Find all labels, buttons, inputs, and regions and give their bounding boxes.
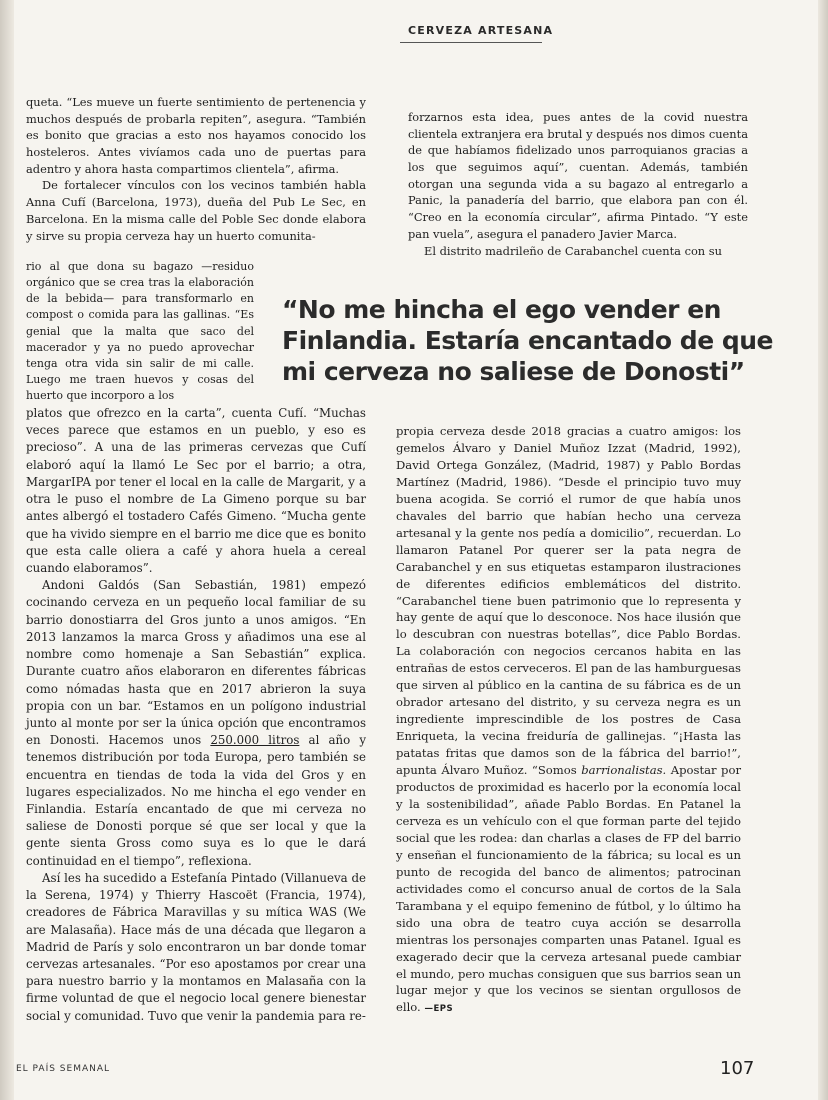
left-column-bottom (26, 405, 366, 1025)
pull-quote (282, 294, 774, 387)
page-edge-left (0, 0, 14, 1100)
page-number: 107 (720, 1058, 755, 1079)
pull-quote-line: “No me hincha el ego vender en (282, 295, 721, 324)
paragraph-text: Andoni Galdós (San Sebastián, 1981) empezó cocinando cerveza en un pequeño local familiar de su barrio donostiarra del Gros junto a unos amigos. “En 2013 lanzamos la marca Gross y añadimos una ese al nombre como homenaje a San Sebastián” explica. Durante cuatro años elaboraron en diferentes fábricas como nómadas hasta que en 2017 abrieron la suya propia con un bar. “Estamos en un polígono industrial junto al monte por ser la única opción que encontramos en Donosti. Hacemos unos (26, 578, 366, 748)
paragraph-text: al año y tenemos distribución por toda Europa, pero también se encuentra en tiendas de toda la vida del Gros y en lugares especializados. No me hincha el ego vender en Finlandia. Estaría encantado de que mi cerveza no saliese de Donosti porque sé que ser local y que la gente sienta Gross como suya es lo que le dará continuidad en el tiempo”, reflexiona. (26, 733, 367, 868)
paragraph: queta. “Les mueve un fuerte sentimiento de pertenencia y muchos después de probarla repiten”, asegura. “También es bonito que gracias a esto nos hayamos conocido los hosteleros. Antes vivíamos cada uno de puertas para adentro y ahora hasta compartimos clientela”, afirma. (26, 95, 366, 176)
underlined-figure: 250.000 litros (210, 733, 300, 748)
paragraph: forzarnos esta idea, pues antes de la covid nuestra clientela extranjera era brutal y después nos dimos cuenta de que habíamos fidelizado unos parroquianos gracias a los que seguimos aquí”, cuentan. Además, también otorgan una segunda vida a su bagazo al entregarlo a Panic, la panadería del barrio, que elabora pan con él. “Creo en la economía circular”, afirma Pintado. “Y este pan vuela”, asegura el panadero Javier Marca. (408, 110, 748, 241)
section-rule (400, 42, 542, 43)
paragraph: rio al que dona su bagazo —residuo orgánico que se crea tras la elaboración de la bebida— para transformarlo en compost o comida para las gallinas. “Es genial que la malta que saco del macerador y ya no puedo aprovechar tenga otra vida sin salir de mi calle. Luego me traen huevos y cosas del huerto que incorporo a los (26, 260, 254, 403)
paragraph: Así les ha sucedido a Estefanía Pintado (Villanueva de la Serena, 1974) y Thierry Hascoët (Francia, 1974), creadores de Fábrica Maravillas y su mítica WAS (We are Malasaña). Hace más de una década que llegaron a Madrid de París y solo encontraron un bar donde tomar cervezas artesanales. “Por eso apostamos por crear una para nuestro barrio y la montamos en Malasaña con la firme voluntad de que el negocio local genere bienestar social y comunidad. Tuvo que venir la pandemia para re- (26, 870, 366, 1023)
author-signature: —EPS (424, 1004, 454, 1015)
right-column-top (408, 109, 748, 259)
paragraph-text: propia cerveza desde 2018 gracias a cuatro amigos: los gemelos Álvaro y Daniel Muñoz Izzat (Madrid, 1992), David Ortega González, (Madrid, 1987) y Pablo Bordas Martínez (Madrid, 1986). “Desde el principio tuvo muy buena acogida. Se corrió el rumor de que había unos chavales del barrio que habían hecho una cerveza artesanal y la gente nos pedía a domicilio”, recuerdan. Lo llamaron Patanel Por querer ser la pata negra de Carabanchel y en sus etiquetas estamparon ilustraciones de diferentes edificios emblemáticos del distrito. “Carabanchel tiene buen patrimonio que lo representa y hay gente de aquí que lo desconoce. Nos hace ilusión que lo descubran con nuestras botellas”, dice Pablo Bordas. La colaboración con negocios cercanos habita en las entrañas de estos cerveceros. El pan de las hamburguesas que sirven al público en la cantina de su fábrica es de un obrador artesano del distrito, y su cerveza negra es un ingrediente imprescindible de los postres de Casa Enriqueta, la vecina freiduría de gallinejas. “¡Hasta las patatas fritas que damos son de la fábrica del barrio!”, apunta Álvaro Muñoz. “Somos (396, 424, 741, 778)
paragraph-text: Apostar por productos de proximidad es hacerlo por la economía local y la sostenibilidad”, añade Pablo Bordas. En Patanel la cerveza es un vehículo con el que forman parte del tejido social que les rodea: dan charlas a clases de FP del barrio y enseñan el funcionamiento de la fábrica; su local es un punto de recogida del banco de alimentos; patrocinan actividades como el concurso anual de cortos de la Sala Tarambana y el equipo femenino de fútbol, y lo último ha sido una obra de teatro cuya acción se desarrolla mientras los personajes comparten unas Patanel. Igual es exagerado decir que la cerveza artesanal puede cambiar el mundo, pero muchas consiguen que sus barrios sean un lugar mejor y que los vecinos se sientan orgullosos de ello. (396, 763, 741, 1015)
section-header: CERVEZA ARTESANA (408, 24, 554, 37)
paragraph (396, 423, 741, 1018)
paragraph: De fortalecer vínculos con los vecinos también habla Anna Cufí (Barcelona, 1973), dueña del Pub Le Sec, en Barcelona. En la misma calle del Poble Sec donde elabora y sirve su propia cerveza hay un huerto comunita- (26, 178, 366, 243)
italic-word: barrionalistas. (581, 763, 667, 778)
publication-name: EL PAÍS SEMANAL (16, 1064, 111, 1074)
right-column-bottom (396, 423, 741, 1018)
paragraph: El distrito madrileño de Carabanchel cuenta con su (424, 243, 722, 258)
left-column-narrow (26, 259, 254, 404)
page-edge-right (818, 0, 828, 1100)
paragraph: platos que ofrezco en la carta”, cuenta Cufí. “Muchas veces parece que estamos en un pueblo, y eso es precioso”. A una de las primeras cervezas que Cufí elaboró aquí la llamó Le Sec por el barrio; a otra, MargarIPA por tener el local en la calle de Margarit, y a otra le puso el nombre de La Gimeno porque su bar antes albergó el tostadero Cafés Gimeno. “Mucha gente que ha vivido siempre en el barrio me dice que es bonito que esta calle oliera a café y ahora huela a cereal cuando elaboramos”. (26, 406, 366, 575)
pull-quote-line: mi cerveza no saliese de Donosti” (282, 357, 745, 386)
pull-quote-line: Finlandia. Estaría encantado de que (282, 326, 774, 355)
left-column-top (26, 94, 366, 244)
paragraph (26, 577, 366, 870)
